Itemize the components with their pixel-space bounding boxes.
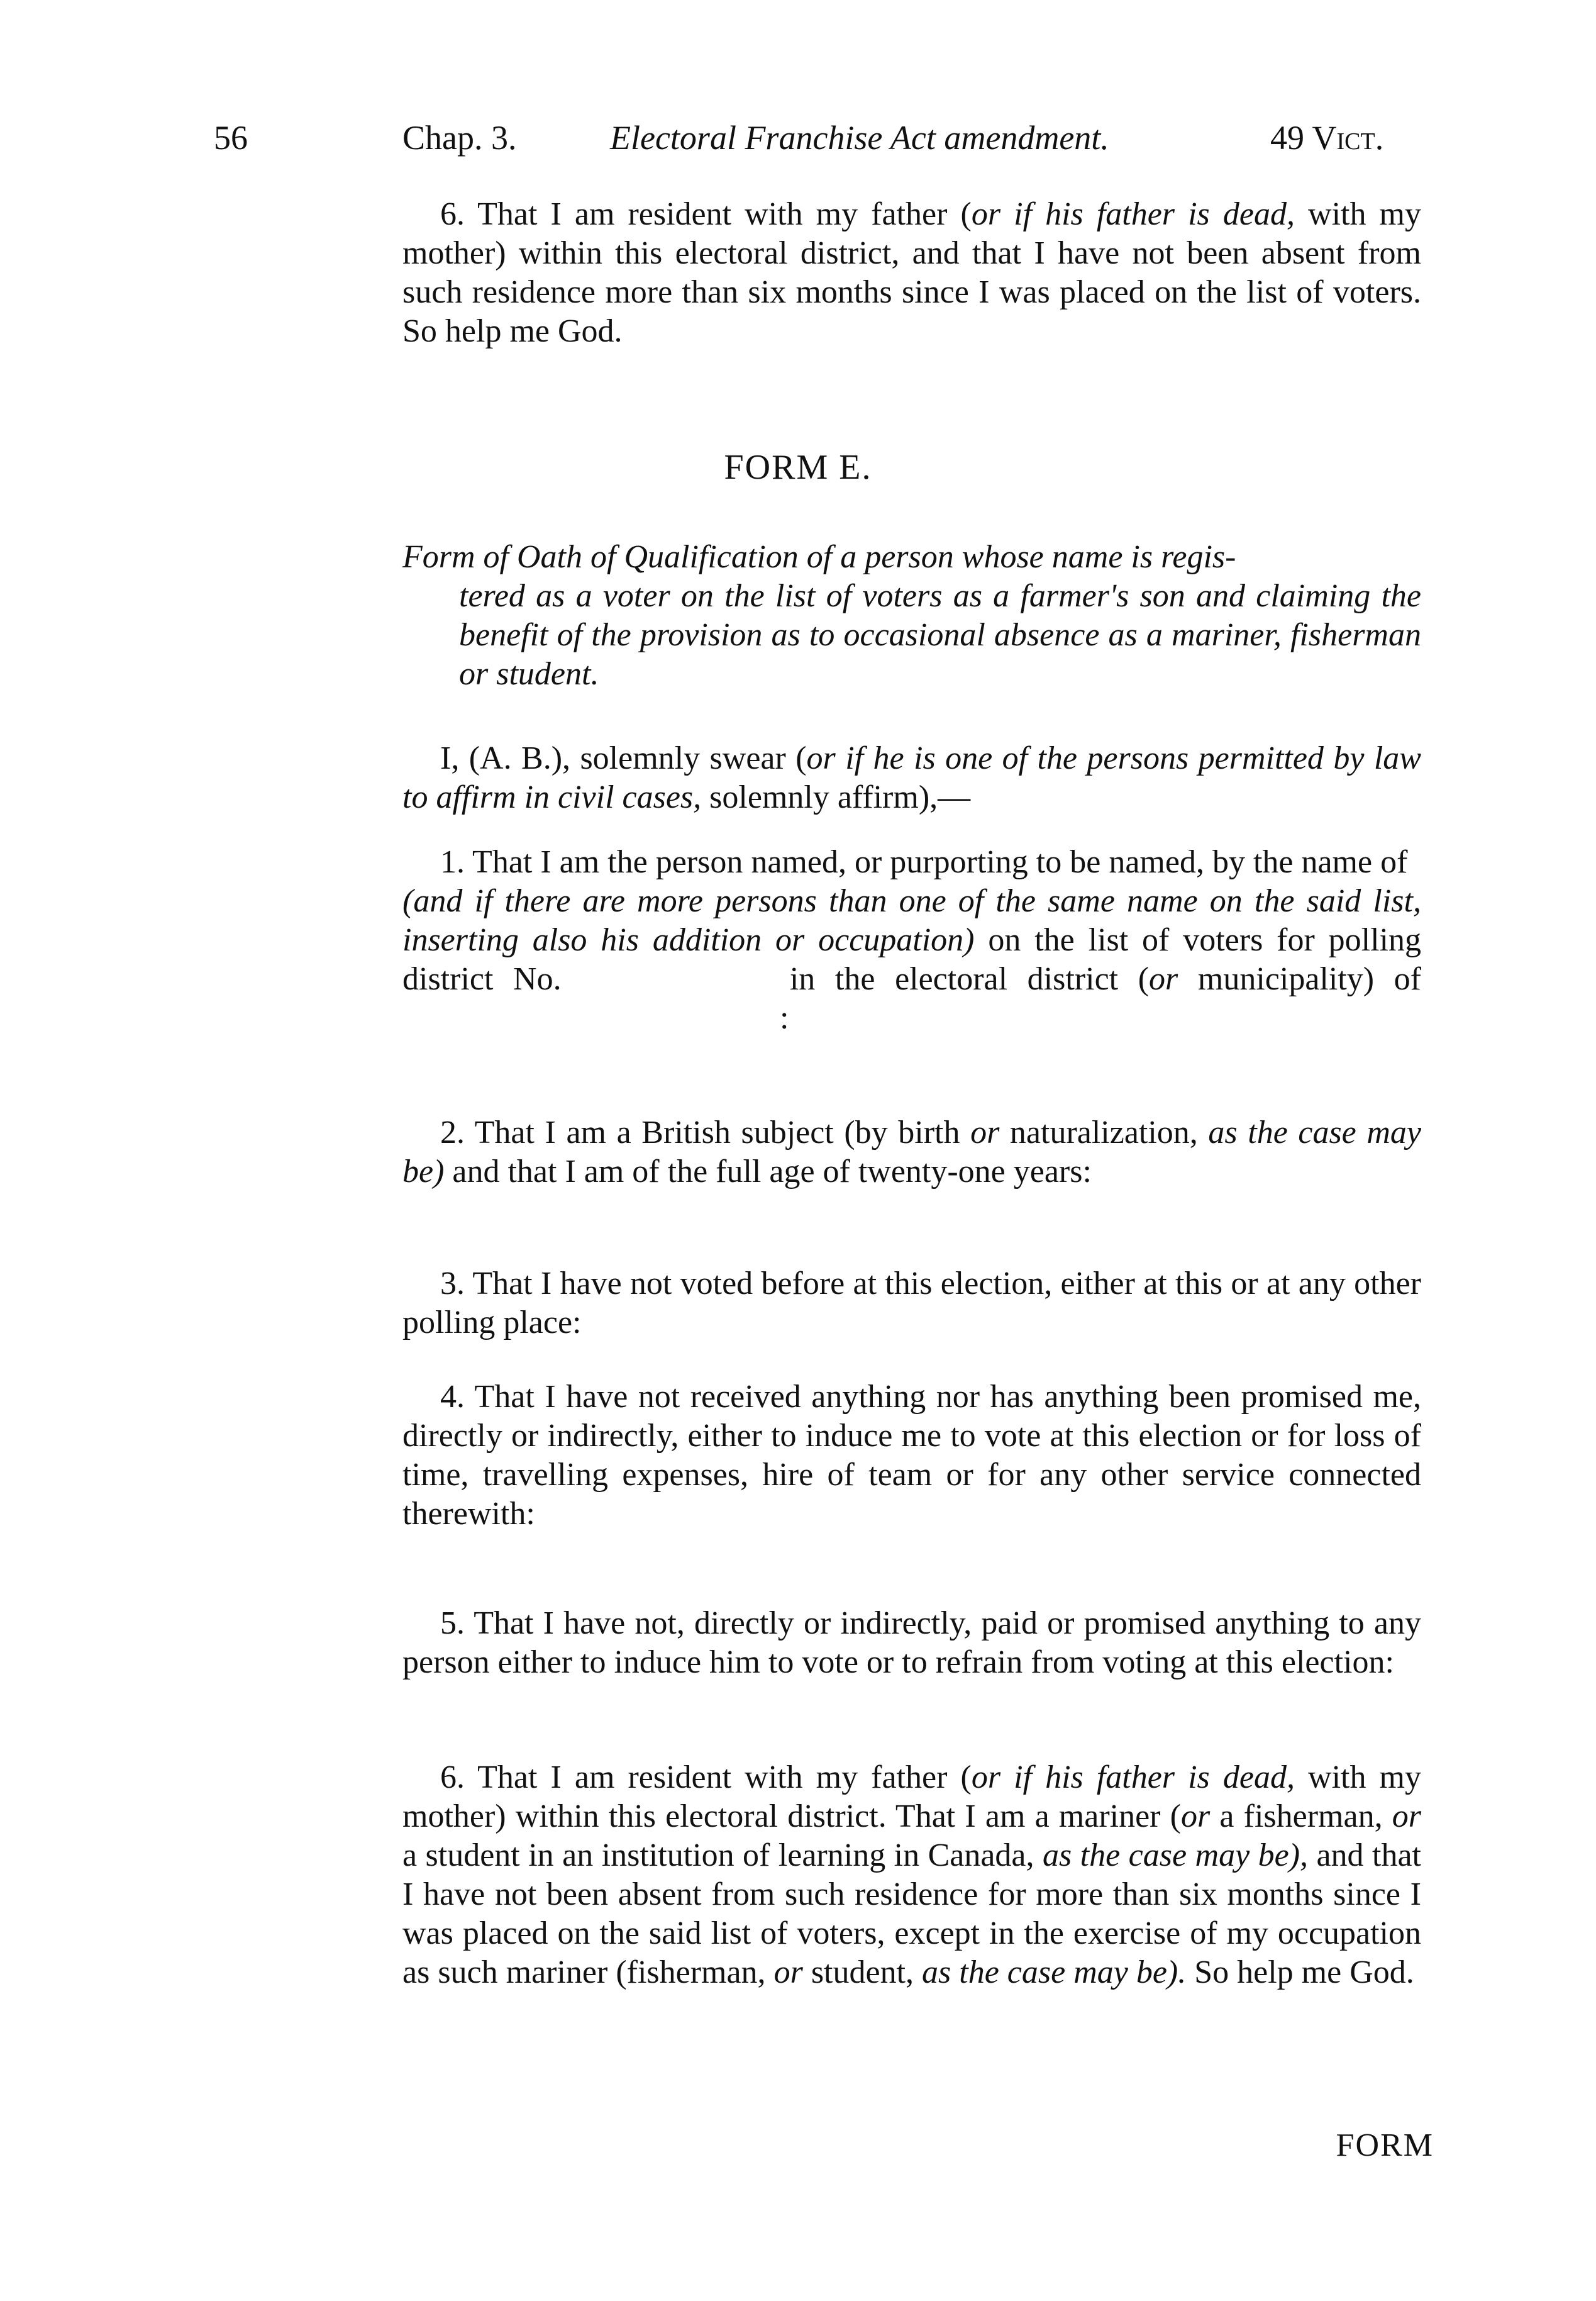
- clause-3: 3. That I have not voted before at this election, either at this or at any other polling place:: [402, 1266, 1421, 1340]
- preceding-clause-6: [402, 195, 1421, 351]
- catchword: FORM: [1336, 2127, 1434, 2163]
- clause-2: 2. That I am a British subject (by birth or naturalization, as the case may be) and that I am of the full age of twenty-one years:: [402, 1115, 1422, 1190]
- running-header: [201, 118, 1415, 162]
- clause-paragraph: 6. That I am resident with my father (or if his father is dead, with my mother) within this electoral district, and that I have not been absent from such residence more than six months since I was placed on the list of voters. So help me God.: [402, 196, 1421, 349]
- clause-4: 4. That I have not received anything nor has anything been promised me, directly or indirectly, either to induce me to vote at this election or for loss of time, travelling expenses, hire of team or for any other service connected therewith:: [402, 1379, 1421, 1532]
- clause-6: 6. That I am resident with my father (or if his father is dead, with my mother) within this electoral district. That I am a mariner (or a fisherman, or a student in an institution of learning in Canada, as the case may be), and that I have not been absent from such residence for more than six months since I was placed on the said list of voters, except in the exercise of my occupation as such mariner (fisherman, or student, as the case may be). So help me God.: [402, 1759, 1421, 1990]
- form-e-description: Form of Oath of Qualification of a person whose name is regis- tered as a voter on the list of voters as a farmer's son and claiming the benefit of the provision as to occasional absence as a mariner, fisherman or student.: [402, 539, 1421, 692]
- clause-1: 1. That I am the person named, or purporting to be named, by the name of (and if there are more persons than one of the same name on the said list, inserting also his addition or occupation) on the list of voters for polling district No. in the electoral district (or municipality) of :: [402, 844, 1421, 1036]
- act-title: Electoral Franchise Act amendment.: [610, 119, 1109, 157]
- page-number: 56: [214, 119, 248, 157]
- chapter-label: Chap. 3.: [402, 119, 517, 157]
- oath-intro: I, (A. B.), solemnly swear (or if he is one of the persons permitted by law to affirm in civil cases, solemnly affirm),—: [402, 740, 1421, 815]
- regnal-year: 49 Vict.: [1270, 119, 1384, 157]
- clause-5: 5. That I have not, directly or indirectly, paid or promised anything to any person either to induce him to vote or to refrain from voting at this election:: [402, 1605, 1421, 1680]
- form-e-heading: FORM E.: [724, 448, 872, 487]
